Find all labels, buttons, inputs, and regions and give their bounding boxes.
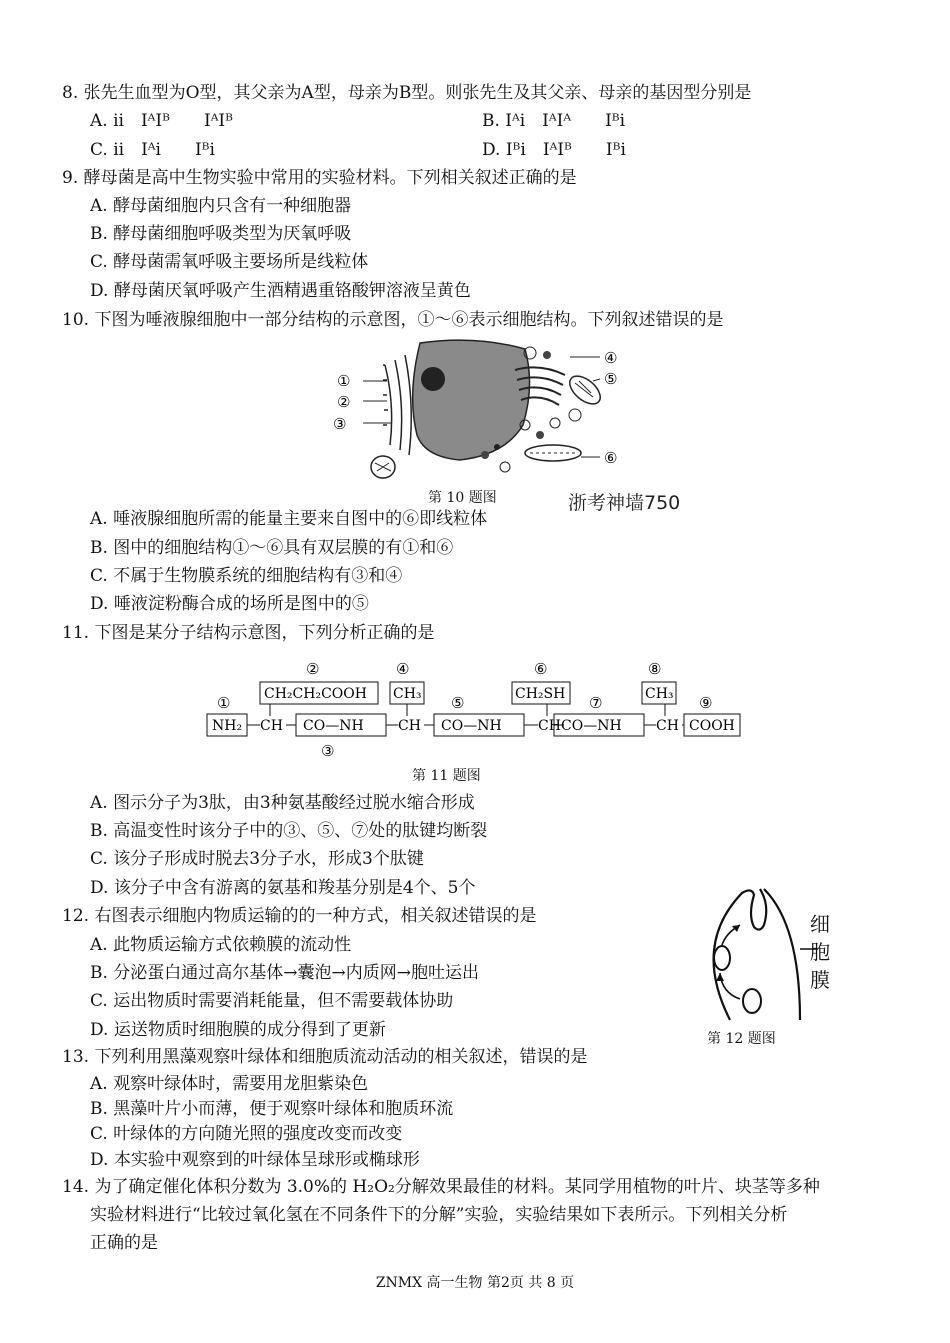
q10-label-2: ②	[337, 393, 351, 411]
q11-num-8: ⑧	[648, 660, 662, 678]
q11-nh2: NH₂	[212, 718, 243, 734]
q10-cell-diagram	[325, 335, 630, 485]
q10-label-1: ①	[337, 372, 351, 390]
q12-option-d: D. 运送物质时细胞膜的成分得到了更新	[90, 1020, 386, 1040]
q12-membrane-label-3: 膜	[810, 968, 830, 992]
q8-option-d: D. Iᴮi IᴬIᴮ Iᴮi	[482, 140, 626, 160]
q10-label-3: ③	[333, 415, 347, 433]
q14-stem-line-2: 实验材料进行“比较过氧化氢在不同条件下的分解”实验，实验结果如下表所示。下列相关分析	[90, 1205, 788, 1225]
q12-membrane-label-2: 胞	[810, 940, 830, 964]
q11-co-nh-1: CO—NH	[303, 718, 364, 734]
q11-num-5: ⑤	[451, 694, 465, 712]
page-footer: ZNMX 高一生物 第2页 共 8 页	[375, 1275, 575, 1291]
q9-option-c: C. 酵母菌需氧呼吸主要场所是线粒体	[90, 252, 369, 272]
q11-option-a: A. 图示分子为3肽，由3种氨基酸经过脱水缩合形成	[90, 793, 475, 813]
q11-num-1: ①	[217, 694, 231, 712]
q14-stem-line-3: 正确的是	[90, 1233, 158, 1253]
q9-option-b: B. 酵母菌细胞呼吸类型为厌氧呼吸	[90, 224, 352, 244]
q12-option-c: C. 运出物质时需要消耗能量，但不需要载体协助	[90, 991, 454, 1011]
q10-label-5: ⑤	[604, 370, 618, 388]
q12-membrane-label-1: 细	[810, 912, 830, 936]
q8-stem: 8. 张先生血型为O型，其父亲为A型，母亲为B型。则张先生及其父亲、母亲的基因型分别是	[62, 83, 752, 103]
q13-option-c: C. 叶绿体的方向随光照的强度改变而改变	[90, 1124, 403, 1144]
q10-option-b: B. 图中的细胞结构①～⑥具有双层膜的有①和⑥	[90, 538, 454, 558]
q10-option-d: D. 唾液淀粉酶合成的场所是图中的⑤	[90, 594, 369, 614]
q13-stem: 13. 下列利用黑藻观察叶绿体和细胞质流动活动的相关叙述，错误的是	[62, 1047, 588, 1067]
q11-peptide-diagram	[200, 652, 745, 764]
q11-ch-3: CH	[538, 718, 561, 734]
q10-label-4: ④	[604, 349, 618, 367]
q12-option-b: B. 分泌蛋白通过高尔基体→囊泡→内质网→胞吐运出	[90, 963, 480, 983]
q8-option-a: A. ii IᴬIᴮ IᴬIᴮ	[90, 111, 234, 131]
q11-num-6: ⑥	[534, 660, 548, 678]
q11-stem: 11. 下图是某分子结构示意图，下列分析正确的是	[62, 623, 435, 643]
q9-stem: 9. 酵母菌是高中生物实验中常用的实验材料。下列相关叙述正确的是	[62, 168, 577, 188]
q9-option-a: A. 酵母菌细胞内只含有一种细胞器	[90, 196, 352, 216]
q13-option-d: D. 本实验中观察到的叶绿体呈球形或椭球形	[90, 1150, 420, 1170]
q11-co-nh-2: CO—NH	[441, 718, 502, 734]
q13-option-b: B. 黑藻叶片小而薄，便于观察叶绿体和胞质环流	[90, 1099, 454, 1119]
q8-option-b: B. Iᴬi IᴬIᴬ Iᴮi	[482, 111, 626, 131]
q13-option-a: A. 观察叶绿体时，需要用龙胆紫染色	[90, 1074, 369, 1094]
q12-stem: 12. 右图表示细胞内物质运输的的一种方式，相关叙述错误的是	[62, 906, 537, 926]
q11-r-group-6: CH₂SH	[515, 686, 566, 702]
q9-option-d: D. 酵母菌厌氧呼吸产生酒精遇重铬酸钾溶液呈黄色	[90, 281, 471, 301]
q11-r-group-2: CH₂CH₂COOH	[264, 686, 367, 702]
q10-option-a: A. 唾液腺细胞所需的能量主要来自图中的⑥即线粒体	[90, 509, 488, 529]
q11-ch-2: CH	[398, 718, 421, 734]
q14-stem-line-1: 14. 为了确定催化体积分数为 3.0%的 H₂O₂分解效果最佳的材料。某同学用植物的叶片、块茎等多种	[62, 1177, 820, 1197]
q11-option-b: B. 高温变性时该分子中的③、⑤、⑦处的肽键均断裂	[90, 821, 488, 841]
q11-option-d: D. 该分子中含有游离的氨基和羧基分别是4个、5个	[90, 878, 476, 898]
q11-ch-1: CH	[260, 718, 283, 734]
q12-caption: 第 12 题图	[707, 1031, 776, 1047]
q11-num-7: ⑦	[589, 694, 603, 712]
q10-option-c: C. 不属于生物膜系统的细胞结构有③和④	[90, 566, 403, 586]
q10-stem: 10. 下图为唾液腺细胞中一部分结构的示意图，①～⑥表示细胞结构。下列叙述错误的是	[62, 310, 724, 330]
q11-r-group-8: CH₃	[645, 686, 674, 702]
q11-r-group-4: CH₃	[393, 686, 422, 702]
q11-num-4: ④	[396, 660, 410, 678]
q10-label-6: ⑥	[604, 449, 618, 467]
q11-num-2: ②	[306, 660, 320, 678]
q10-caption: 第 10 题图	[428, 490, 497, 506]
q11-cooh: COOH	[689, 718, 735, 734]
q11-num-9: ⑨	[699, 694, 713, 712]
q12-option-a: A. 此物质运输方式依赖膜的流动性	[90, 935, 352, 955]
q11-option-c: C. 该分子形成时脱去3分子水，形成3个肽键	[90, 849, 424, 869]
q11-co-nh-3: CO—NH	[561, 718, 622, 734]
q11-num-3: ③	[321, 742, 335, 760]
q11-ch-4: CH	[656, 718, 679, 734]
q8-option-c: C. ii Iᴬi Iᴮi	[90, 140, 215, 160]
watermark: 浙考神墙750	[568, 492, 681, 514]
q11-caption: 第 11 题图	[412, 768, 481, 784]
